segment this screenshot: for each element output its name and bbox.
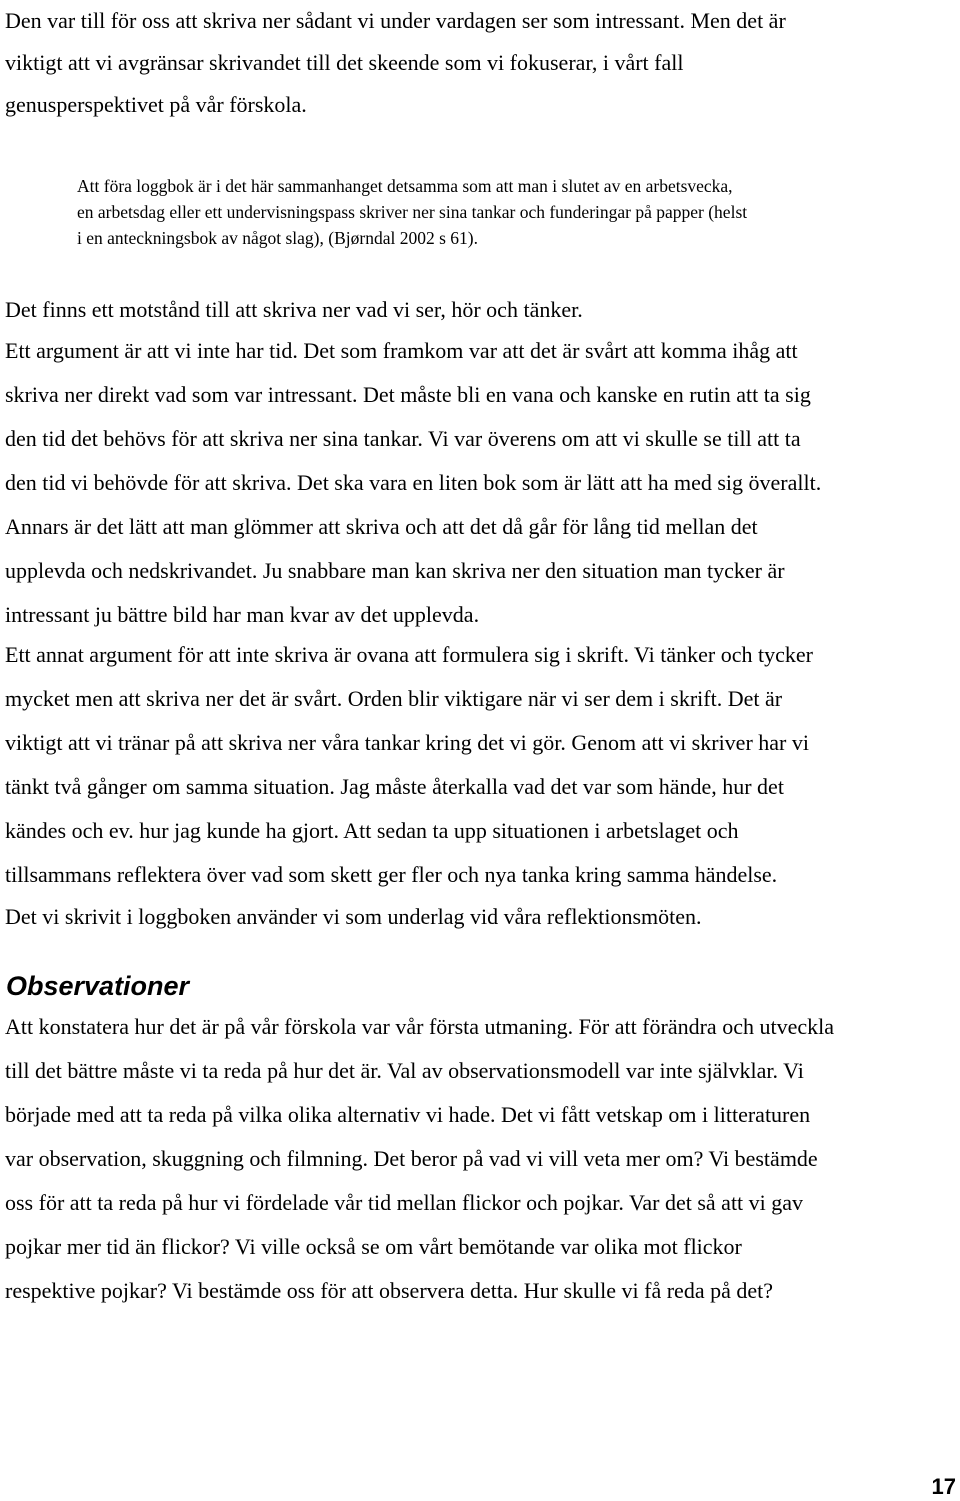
annat-argument-paragraph <box>5 633 813 897</box>
text-line: respektive pojkar? Vi bestämde oss för att observera detta. Hur skulle vi få reda på det? <box>5 1278 773 1303</box>
block-quote <box>77 173 747 251</box>
text-line: Den var till för oss att skriva ner sådant vi under vardagen ser som intressant. Men det är <box>5 8 786 33</box>
argument-paragraph <box>5 329 821 637</box>
quote-line: Att föra loggbok är i det här sammanhanget detsamma som att man i slutet av en arbetsvecka, <box>77 176 733 196</box>
text-line: viktigt att vi tränar på att skriva ner våra tankar kring det vi gör. Genom att vi skriver har vi <box>5 730 809 755</box>
quote-line: en arbetsdag eller ett undervisningspass skriver ner sina tankar och funderingar på papper (helst <box>77 202 748 222</box>
text-line: oss för att ta reda på hur vi fördelade vår tid mellan flickor och pojkar. Var det så att vi gav <box>5 1190 804 1215</box>
text-line: Det vi skrivit i loggboken använder vi som underlag vid våra reflektionsmöten. <box>5 904 702 929</box>
text-line: pojkar mer tid än flickor? Vi ville också se om vårt bemötande var olika mot flickor <box>5 1234 742 1259</box>
section-heading: Observationer <box>6 971 190 1001</box>
text-line: kändes och ev. hur jag kunde ha gjort. Att sedan ta upp situationen i arbetslaget och <box>5 818 739 843</box>
text-line: den tid det behövs för att skriva ner sina tankar. Vi var överens om att vi skulle se till att ta <box>5 426 801 451</box>
text-line: Det finns ett motstånd till att skriva ner vad vi ser, hör och tänker. <box>5 297 583 322</box>
text-line: mycket men att skriva ner det är svårt. Orden blir viktigare när vi ser dem i skrift. Det är <box>5 686 783 711</box>
text-line: tillsammans reflektera över vad som skett ger fler och nya tanka kring samma händelse. <box>5 862 778 887</box>
text-line: tänkt två gånger om samma situation. Jag måste återkalla vad det var som hände, hur det <box>5 774 784 799</box>
text-line: skriva ner direkt vad som var intressant. Det måste bli en vana och kanske en rutin att ta sig <box>5 382 811 407</box>
text-line: den tid vi behövde för att skriva. Det ska vara en liten bok som är lätt att ha med sig överallt. <box>5 470 822 495</box>
text-line: Att konstatera hur det är på vår förskola var vår första utmaning. För att förändra och utveckla <box>5 1014 834 1039</box>
text-line: Ett annat argument för att inte skriva är ovana att formulera sig i skrift. Vi tänker och tycker <box>5 642 813 667</box>
text-line: var observation, skuggning och filmning. Det beror på vad vi vill veta mer om? Vi bestämde <box>5 1146 818 1171</box>
text-line: började med att ta reda på vilka olika alternativ vi hade. Det vi fått vetskap om i litteraturen <box>5 1102 811 1127</box>
intro-paragraph <box>5 0 786 126</box>
text-line: Annars är det lätt att man glömmer att skriva och att det då går för lång tid mellan det <box>5 514 758 539</box>
text-line: Ett argument är att vi inte har tid. Det som framkom var att det är svårt att komma ihåg att <box>5 338 798 363</box>
observationer-paragraph <box>5 1005 834 1313</box>
text-line: upplevda och nedskrivandet. Ju snabbare man kan skriva ner den situation man tycker är <box>5 558 785 583</box>
text-line: till det bättre måste vi ta reda på hur det är. Val av observationsmodell var inte självklar. Vi <box>5 1058 804 1083</box>
page-number: 17 <box>931 1474 956 1499</box>
text-line: genusperspektivet på vår förskola. <box>5 92 307 117</box>
text-line: intressant ju bättre bild har man kvar av det upplevda. <box>5 602 480 627</box>
motstand-paragraph <box>5 288 583 332</box>
quote-line: i en anteckningsbok av något slag), (Bjørndal 2002 s 61). <box>77 228 478 248</box>
text-line: viktigt att vi avgränsar skrivandet till det skeende som vi fokuserar, i vårt fall <box>5 50 684 75</box>
skrivit-paragraph <box>5 895 702 939</box>
